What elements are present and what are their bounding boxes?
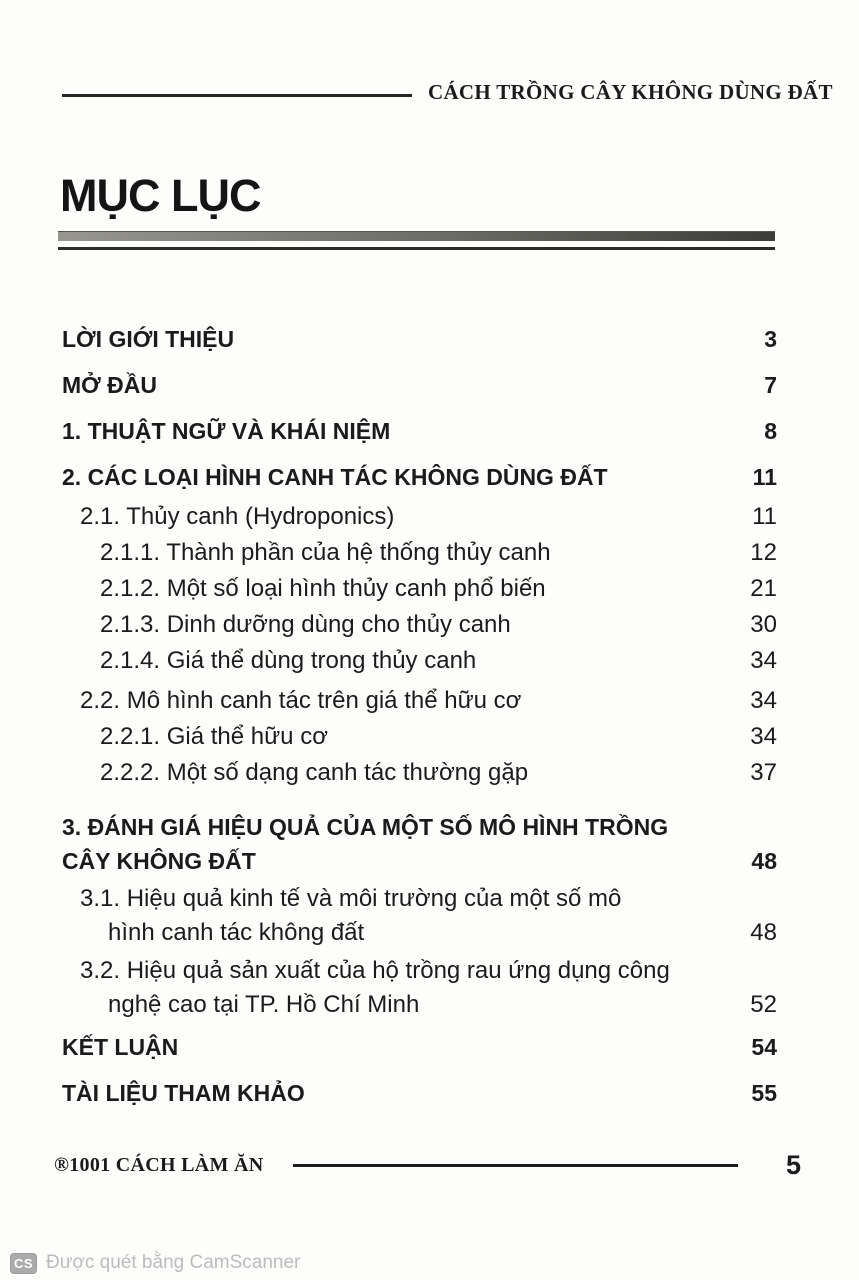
toc-entry-page: 54	[751, 1034, 777, 1060]
toc-entry-label	[100, 644, 476, 678]
toc-entry-label	[100, 572, 546, 606]
toc-entry-page: 3	[764, 326, 777, 352]
toc-entry-label	[62, 414, 390, 448]
toc-entry-page: 21	[750, 575, 777, 602]
toc-entry-label	[62, 1076, 305, 1110]
toc-entry-line: KẾT LUẬN	[62, 1034, 179, 1060]
toc-entry-label	[100, 536, 551, 570]
toc-entry-page: 11	[752, 464, 777, 490]
toc-entry-page: 52	[750, 991, 777, 1018]
toc-entry-line: CÂY KHÔNG ĐẤT	[62, 848, 256, 874]
toc-entry	[62, 368, 777, 402]
toc-entry-page: 11	[752, 503, 777, 530]
toc-entry	[62, 644, 777, 678]
toc-entry	[62, 810, 777, 878]
toc-entry	[62, 954, 777, 1022]
toc-entry-page: 30	[750, 611, 777, 638]
toc-entry	[62, 1076, 777, 1110]
toc-entry-line: 2. CÁC LOẠI HÌNH CANH TÁC KHÔNG DÙNG ĐẤT	[62, 464, 608, 490]
toc-entry-label	[100, 756, 528, 790]
toc-entry	[62, 500, 777, 534]
toc-entry-line: LỜI GIỚI THIỆU	[62, 326, 235, 352]
toc-entry-page: 34	[750, 647, 777, 674]
toc-entry-page: 34	[750, 723, 777, 750]
toc-entry	[62, 608, 777, 642]
toc-entry-page: 12	[750, 539, 777, 566]
toc-entry-line: 2.1.1. Thành phần của hệ thống thủy canh	[100, 539, 551, 566]
toc-entry-label	[80, 500, 394, 534]
title-rule-thin	[58, 247, 775, 250]
toc-entry-label	[100, 608, 511, 642]
toc-entry-line: 3.1. Hiệu quả kinh tế và môi trường của một số mô	[80, 885, 622, 912]
toc-entry-page: 55	[751, 1080, 777, 1106]
toc-entry-line: hình canh tác không đất	[108, 919, 365, 946]
toc-entry	[62, 684, 777, 718]
running-header	[62, 80, 833, 105]
toc-entry-label	[62, 1030, 178, 1064]
toc-entry-line: nghệ cao tại TP. Hồ Chí Minh	[108, 991, 420, 1018]
title-rule-thick	[58, 231, 775, 241]
toc-entry	[62, 572, 777, 606]
toc-entry-page: 7	[764, 372, 777, 398]
toc-entry-line: 2.1.3. Dinh dưỡng dùng cho thủy canh	[100, 611, 511, 638]
toc-entry-line: 2.1.4. Giá thể dùng trong thủy canh	[100, 647, 477, 674]
footer-rule	[293, 1164, 737, 1167]
toc-entry-line: 2.2.2. Một số dạng canh tác thường gặp	[100, 759, 529, 786]
toc-entry	[62, 882, 777, 950]
toc-entry	[62, 322, 777, 356]
toc-entry-label	[62, 810, 668, 878]
toc-entry-label	[100, 720, 328, 754]
header-rule	[62, 94, 412, 97]
toc-entry-line: 2.2. Mô hình canh tác trên giá thể hữu cơ	[80, 687, 522, 714]
toc-entry-line: 2.2.1. Giá thể hữu cơ	[100, 723, 328, 750]
toc-entry-label	[80, 954, 670, 1022]
toc-entry-line: 1. THUẬT NGỮ VÀ KHÁI NIỆM	[62, 418, 391, 444]
toc-entry	[62, 1030, 777, 1064]
toc-entry-label	[62, 368, 157, 402]
toc-entry-label	[80, 882, 621, 950]
book-title: ®1001 CÁCH LÀM ĂN	[54, 1154, 264, 1176]
toc-entry-line: 3. ĐÁNH GIÁ HIỆU QUẢ CỦA MỘT SỐ MÔ HÌNH TRỒNG	[62, 814, 669, 840]
toc-entry-line: 3.2. Hiệu quả sản xuất của hộ trồng rau ứng dụng công	[80, 957, 670, 984]
page-title: MỤC LỤC	[60, 170, 261, 221]
toc-entry-label	[80, 684, 521, 718]
toc-entry-line: 2.1.2. Một số loại hình thủy canh phổ biến	[100, 575, 546, 602]
toc-entry-page: 34	[750, 687, 777, 714]
toc-entry-page: 48	[751, 848, 777, 874]
toc-entry	[62, 756, 777, 790]
toc-entry-page: 48	[750, 919, 777, 946]
running-title: CÁCH TRỒNG CÂY KHÔNG DÙNG ĐẤT	[428, 80, 833, 104]
toc-entry	[62, 720, 777, 754]
watermark-text: Được quét bằng CamScanner	[46, 1252, 301, 1273]
toc-entry-page: 8	[764, 418, 777, 444]
toc-entry-label	[62, 460, 608, 494]
camscanner-watermark	[10, 1252, 300, 1274]
toc-entry	[62, 414, 777, 448]
camscanner-badge-icon: CS	[10, 1253, 37, 1274]
page-number: 5	[785, 1150, 801, 1180]
toc-entry-line: TÀI LIỆU THAM KHẢO	[62, 1080, 305, 1106]
toc-entry-page: 37	[750, 759, 777, 786]
toc-entry	[62, 460, 777, 494]
toc-entry-label	[62, 322, 234, 356]
running-footer	[54, 1150, 801, 1181]
toc-entry-line: MỞ ĐẦU	[62, 372, 157, 398]
toc-entry	[62, 536, 777, 570]
toc-entry-line: 2.1. Thủy canh (Hydroponics)	[80, 503, 395, 530]
table-of-contents	[62, 322, 777, 1110]
